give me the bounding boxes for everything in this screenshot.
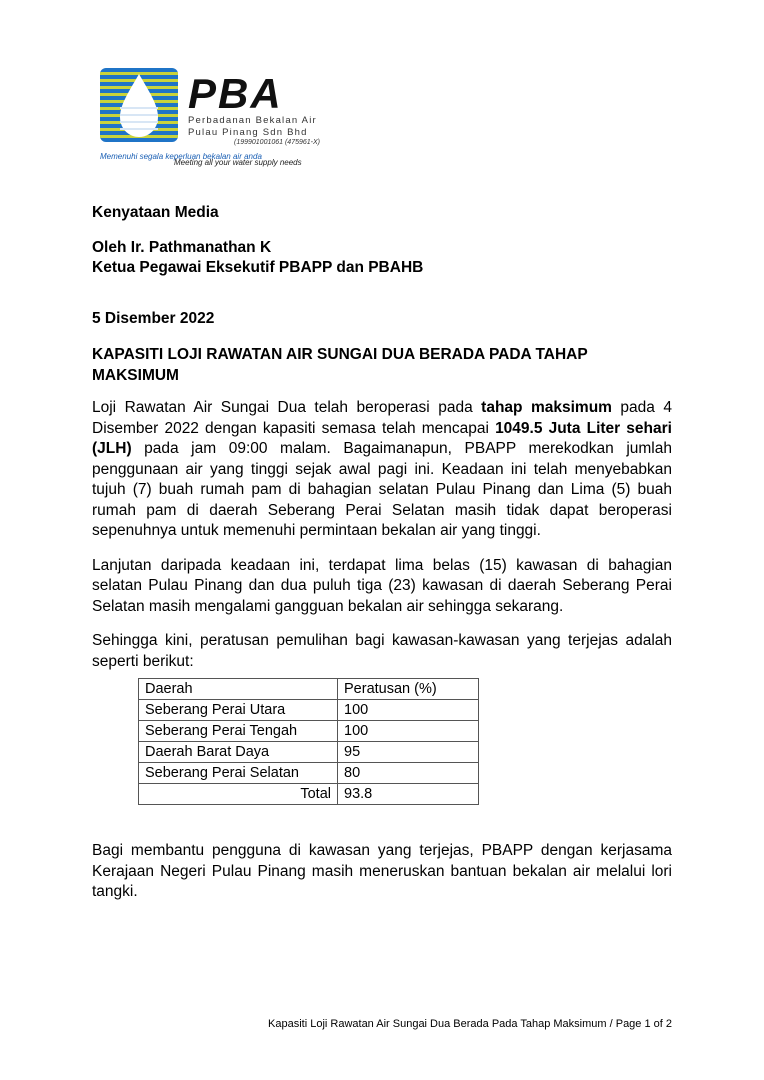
logo-letters: PBA [188,70,283,117]
table-cell: 95 [338,742,479,763]
logo-tagline-english: Meeting all your water supply needs [174,158,302,167]
press-release-body [92,203,672,917]
logo-tagline-malay: Memenuhi segala keperluan bekalan air anda [100,152,262,161]
author-name: Oleh Ir. Pathmanathan K [92,238,272,256]
table-row [139,700,479,721]
author-block [92,238,672,279]
paragraph-1-text-b: pada 4 Disember 2022 dengan kapasiti semasa telah mencapai [92,399,672,437]
pba-logo [96,66,336,168]
table-cell: Daerah Barat Daya [139,742,338,763]
table-total-value: 93.8 [338,784,479,805]
document-label: Kenyataan Media [92,204,219,221]
paragraph-1 [92,398,672,542]
paragraph-1-text-c: pada jam 09:00 malam. Bagaimanapun, PBAPP merekodkan jumlah penggunaan air yang tinggi sejak awal pagi ini. Keadaan ini telah menyebabkan tujuh (7) buah rumah pam di bahagian selatan Pulau Pinang dan Lima (5) buah rumah pam di daerah Seberang Perai Selatan masih tidak dapat beroperasi sepenuhnya untuk memenuhi permintaan bekalan air yang tinggi. [92,440,672,539]
table-cell: Seberang Perai Utara [139,700,338,721]
paragraph-1-bold-a: tahap maksimum [481,399,612,416]
table-header-cell: Peratusan (%) [338,679,479,700]
logo-company-line2: Pulau Pinang Sdn Bhd [188,127,308,138]
table-header-cell: Daerah [139,679,338,700]
page-footer: Kapasiti Loji Rawatan Air Sungai Dua Berada Pada Tahap Maksimum / Page 1 of 2 [268,1018,672,1030]
table-total-row [139,784,479,805]
table-header-row [139,679,479,700]
table-cell: Seberang Perai Tengah [139,721,338,742]
author-title: Ketua Pegawai Eksekutif PBAPP dan PBAHB [92,259,424,276]
table-cell: 100 [338,721,479,742]
paragraph-1-text-a: Loji Rawatan Air Sungai Dua telah beroperasi pada [92,399,482,416]
restoration-table [138,678,479,805]
table-cell: Seberang Perai Selatan [139,763,338,784]
logo-registration: (199901001061 (475961-X) [233,139,320,146]
table-row [139,721,479,742]
table-row [139,742,479,763]
paragraph-3: Sehingga kini, peratusan pemulihan bagi kawasan-kawasan yang terjejas adalah seperti berikut: [92,632,672,670]
water-drop-logo-icon [96,66,182,146]
table-row [139,763,479,784]
paragraph-2: Lanjutan daripada keadaan ini, terdapat lima belas (15) kawasan di bahagian selatan Pulau Pinang dan dua puluh tiga (23) kawasan di daerah Seberang Perai Selatan masih mengalami gangguan bekalan air sehingga sekarang. [92,556,672,615]
table-cell: 100 [338,700,479,721]
release-date: 5 Disember 2022 [92,309,215,327]
paragraph-4: Bagi membantu pengguna di kawasan yang terjejas, PBAPP dengan kerjasama Kerajaan Negeri Pulau Pinang masih meneruskan bantuan bekalan air melalui lori tangki. [92,842,672,900]
table-total-label: Total [139,784,338,805]
logo-company-line1: Perbadanan Bekalan Air [188,115,317,126]
headline: KAPASITI LOJI RAWATAN AIR SUNGAI DUA BERADA PADA TAHAP MAKSIMUM [92,346,588,384]
paragraph-1-bold-b: 1049.5 Juta Liter sehari (JLH) [92,419,672,457]
table-cell: 80 [338,763,479,784]
